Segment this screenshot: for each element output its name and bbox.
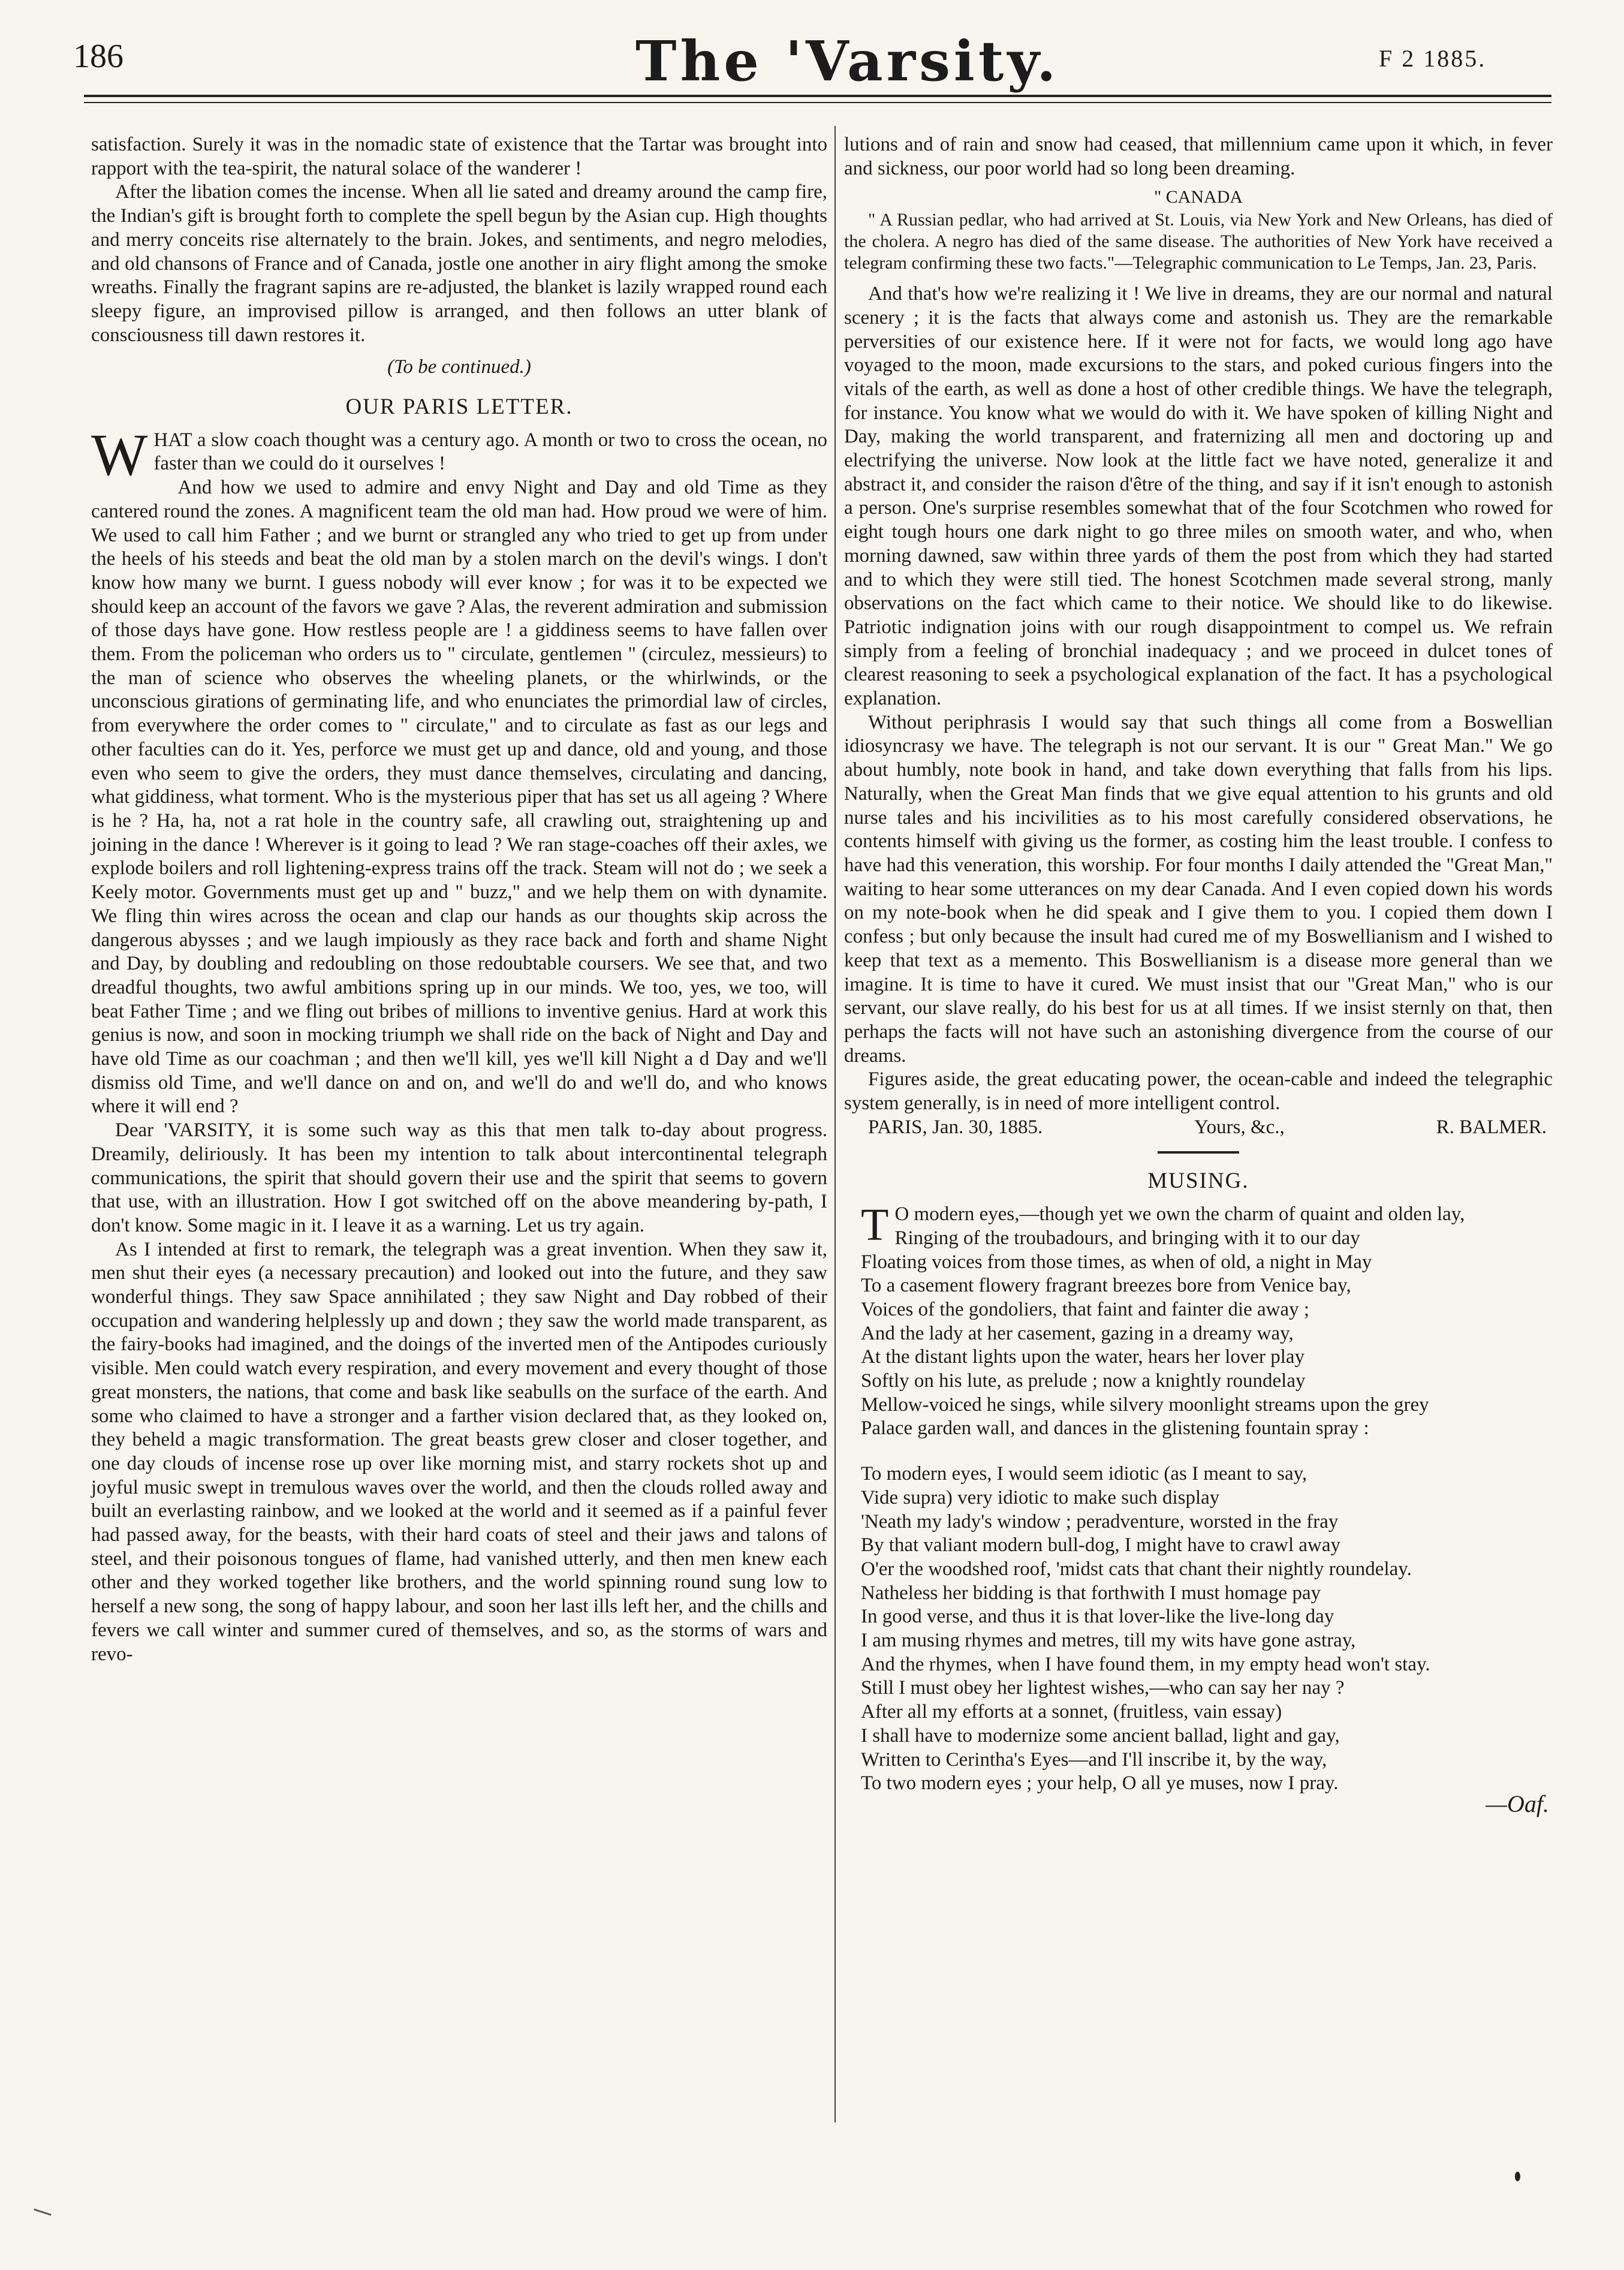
intro-paragraph: satisfaction. Surely it was in the nomadic state of existence that the Tartar was brought into rapport with the tea-spirit, the natural solace of the wanderer ! xyxy=(91,134,827,179)
poem-line: To a casement flowery fragrant breezes bore from Venice bay, xyxy=(861,1275,1351,1297)
poem-line: Softly on his lute, as prelude ; now a knightly roundelay xyxy=(861,1370,1306,1392)
poem-line: I am musing rhymes and metres, till my wits have gone astray, xyxy=(861,1630,1356,1652)
poem-line: And the rhymes, when I have found them, in my empty head won't stay. xyxy=(861,1653,1430,1675)
article-continuation: lutions and of rain and snow had ceased, that millennium came upon it which, in fever and sickness, our poor world had so long been dreaming. xyxy=(844,134,1553,179)
poem-line: Still I must obey her lightest wishes,—who can say her nay ? xyxy=(861,1677,1345,1699)
poem-stanza xyxy=(861,1462,1553,1796)
drop-cap: W xyxy=(91,421,148,488)
poem xyxy=(861,1200,1553,1817)
place-date: PARIS, Jan. 30, 1885. xyxy=(868,1116,1043,1138)
page-number: 186 xyxy=(73,38,123,75)
letter-signoff xyxy=(844,1116,1553,1140)
left-column xyxy=(91,133,827,1666)
article-paragraph: Without periphrasis I would say that such things all come from a Boswellian idiosyncrasy we have. The telegraph is not our servant. It is our " Great Man." We go about humbly, note book in hand, and take down everything that falls from his lips. Naturally, when the Great Man finds that we give equal attention to his grunts and old nurse tales and his incivilities as to his most carefully considered observations, he contents himself with giving us the former, as costing him the least trouble. I confess to have had this veneration, this worship. For four months I daily attended the "Great Man," waiting to hear some utterances on my dear Canada. And I even copied down his words on my note-book when he did speak and I give them to you. I copied them down I confess ; but only because the insult had cured me of my Boswellianism and I wished to keep that text as a memento. This Boswellianism is a disease more general than we imagine. It is time to have it cured. We must insist that our "Great Man," who is our servant, our slave really, do his best for us at all times. If we insist sternly on that, then perhaps the facts will not have such an astonishing divergence from the course of our dreams. xyxy=(844,711,1553,1067)
poem-line: To two modern eyes ; your help, O all ye muses, now I pray. xyxy=(861,1772,1339,1795)
poem-line: Mellow-voiced he sings, while silvery moonlight streams upon the grey xyxy=(861,1393,1429,1416)
poem-line: By that valiant modern bull-dog, I might have to crawl away xyxy=(861,1534,1341,1557)
article-heading: OUR PARIS LETTER. xyxy=(345,395,573,420)
poem-line: O'er the woodshed roof, 'midst cats that chant their nightly roundelay. xyxy=(861,1558,1412,1580)
poem-line: Palace garden wall, and dances in the glistening fountain spray : xyxy=(861,1417,1369,1440)
telegram-quote: " A Russian pedlar, who had arrived at St. Louis, via New York and New Orleans, has died of the cholera. A negro has died of the same disease. The authorities of New York have received a telegram confirming these two facts."—Telegraphic communication to Le Temps, Jan. 23, Paris. xyxy=(844,210,1553,273)
header-rule-thin xyxy=(84,102,1551,103)
right-column xyxy=(844,133,1553,1816)
ink-spot xyxy=(1515,2172,1520,2181)
poem-heading: MUSING. xyxy=(1147,1169,1249,1194)
quote-title: " CANADA xyxy=(1153,187,1243,207)
poem-line: To modern eyes, I would seem idiotic (as I meant to say, xyxy=(861,1463,1307,1485)
issue-date: F 2 1885. xyxy=(1379,45,1487,72)
article-paragraph: Dear 'VARSITY, it is some such way as this that men talk to-day about progress. Dreamily, deliriously. It has been my intention to talk about intercontinental telegraph communications, the spirit that should govern their use and the spirit that seems to govern that use, with an illustration. How I got switched off on the above meandering by-path, I don't know. Some magic in it. I leave it as a warning. Let us try again. xyxy=(91,1119,827,1236)
poem-line: At the distant lights upon the water, hears her lover play xyxy=(861,1346,1305,1368)
poem-line: O modern eyes,—though yet we own the charm of quaint and olden lay, xyxy=(894,1203,1465,1226)
poem-line: Vide supra) very idiotic to make such display xyxy=(861,1486,1220,1509)
poem-line: After all my efforts at a sonnet, (fruitless, vain essay) xyxy=(861,1701,1282,1723)
poem-line: Natheless her bidding is that forthwith I must homage pay xyxy=(861,1582,1321,1604)
poem-line: I shall have to modernize some ancient ballad, light and gay, xyxy=(861,1724,1340,1747)
poem-signature: —Oaf. xyxy=(1486,1790,1549,1817)
article-paragraph: And that's how we're realizing it ! We live in dreams, they are our normal and natural scenery ; it is the facts that always come and astonish us. They are the remarkable perversities of our existence here. If it were not for facts, we would long ago have voyaged to the moon, made excursions to the stars, and poked curious fingers into the vitals of the earth, as well as done a host of other credible things. We have the telegraph, for instance. You know what we would do with it. We have spoken of killing Night and Day, making the world transparent, and fraternizing all men and doctoring up and electrifying the universe. Now look at the little fact we have noted, generalize it and abstract it, and consider the raison d'être of the thing, and say if it isn't enough to astonish a person. One's surprise resembles somewhat that of the four Scotchmen who rowed for eight tough hours one dark night to go three miles on smooth water, and who, when morning dawned, saw within three yards of them the post from which they had started and to which they were still tied. The honest Scotchmen made several strong, manly observations on the fact which came to their notice. We should like to do likewise. Patriotic indignation joins with our rough disappointment to compel us. We refrain simply from a feeling of bronchial inadequacy ; and we proceed in dulcet tones of clearest reasoning to seek a psychological explanation of the fact. It has a psychological explanation. xyxy=(844,283,1553,710)
poem-line: Voices of the gondoliers, that faint and fainter die away ; xyxy=(861,1298,1310,1320)
article-paragraph xyxy=(91,421,827,488)
poem-line: Written to Cerintha's Eyes—and I'll inscribe it, by the way, xyxy=(861,1748,1327,1771)
poem-line: Ringing of the troubadours, and bringing with it to our day xyxy=(894,1227,1360,1249)
poem-drop-cap: T xyxy=(861,1200,889,1251)
continued-note: (To be continued.) xyxy=(387,356,531,378)
column-divider xyxy=(834,126,836,2123)
masthead-title: The 'Varsity. xyxy=(635,29,1060,94)
article-paragraph: And how we used to admire and envy Night and Day and old Time as they cantered round the zones. A magnificent team the old man had. How proud we were of him. We used to call him Father ; and we burnt or strangled any who tried to get up from under the heels of his steeds and beat the old man by a stolen march on the devil's wings. I don't know how many we burnt. I guess nobody will ever know ; for was it to be expected we should keep an account of the favors we gave ? Alas, the reverent admiration and submission of those days have gone. How restless people are ! a giddiness seems to have fallen over them. From the policeman who orders us to " circulate, gentlemen " (circulez, messieurs) to the man of science who observes the wheeling planets, or the whirlwinds, or the unconscious girations of germinating life, and who enunciates the primordial law of circles, from everywhere the order comes to " circulate," and to circulate as fast as our legs and other faculties can do it. Yes, perforce we must get up and dance, old and young, and those even who seem to give the orders, they must dance themselves, circulating and dancing, what giddiness, what torment. Who is the mysterious piper that has set us all ageing ? Where is he ? Ha, ha, not a rat hole in the country safe, all crawling out, straightening up and joining in the dance ! Wherever is it going to lead ? We ran stage-coaches off their axles, we explode boilers and roll lightening-express trains off the track. Steam will not do ; we seek a Keely motor. Governments must get up and " buzz," and we help them on with dynamite. We fling thin wires across the ocean and clap our hands as our thoughts skip across the dangerous abysses ; and we laugh impiously as they race back and forth and shame Night and Day, by doubling and redoubling on those redoubtable coursers. We see that, and two dreadful thoughts, two awful ambitions spring up in our minds. We too, yes, we too, will beat Father Time ; and we fling out bribes of millions to inventive genius. Hard at work this genius is now, and soon in mocking triumph we shall ride on the back of Night and Day and have old Time as our coachman ; and then we'll kill, yes we'll kill Night a d Day and we'll dismiss old Time, and we'll dance on and on, and we'll do and we'll do, and who knows where it will end ? xyxy=(91,477,827,1118)
poem-line: Floating voices from those times, as when of old, a night in May xyxy=(861,1251,1372,1273)
margin-mark xyxy=(34,2208,51,2215)
section-divider xyxy=(1158,1151,1239,1154)
article-paragraph: Figures aside, the great educating power, the ocean-cable and indeed the telegraphic system generally, is in need of more intelligent control. xyxy=(844,1068,1553,1115)
yours: Yours, &c., xyxy=(1194,1116,1285,1138)
poem-stanza xyxy=(861,1227,1553,1441)
poem-line: And the lady at her casement, gazing in a dreamy way, xyxy=(861,1322,1294,1344)
stanza-gap xyxy=(861,1441,1553,1462)
author-name: R. BALMER. xyxy=(1436,1116,1547,1138)
intro-paragraph: After the libation comes the incense. When all lie sated and dreamy around the camp fire, the Indian's gift is brought forth to complete the spell begun by the Asian cup. High thoughts and merry conceits rise alternately to the brain. Jokes, and sentiments, and negro melodies, and old chansons of France and of Canada, jostle one another in airy flight among the smoke wreaths. Finally the fragrant sapins are re-adjusted, the blanket is lazily wrapped round each sleepy figure, an improvised pillow is arranged, and then follows an utter blank of consciousness till dawn restores it. xyxy=(91,181,827,346)
article-paragraph: As I intended at first to remark, the telegraph was a great invention. When they saw it, men shut their eyes (a necessary precaution) and looked out into the future, and they saw wonderful things. They saw Space annihilated ; they saw Night and Day robbed of their occupation and wandering helplessly up and down ; they saw the world made transparent, as the fairy-books had imagined, and the doings of the inverted men of the Antipodes curiously visible. Men could watch every respiration, and every movement and every thought of those great monsters, the nations, that come and bask like seabulls on the surface of the earth. And some who claimed to have a stronger and a farther vision declared that, as they looked on, they beheld a magic transformation. The great beasts grew closer and closer together, and one day clouds of incense rose up over like morning mist, and starry rockets shot up and joyful music swept in tremulous waves over the world, and then the clouds rolled away and built an everlasting rainbow, and we looked at the world and it seemed as if a painful fever had passed away, for the beasts, with their hard coats of steel and their jaws and talons of steel, and their poisonous tongues of flame, had vanished utterly, and then men knew each other and they worked together like brothers, and the world spinning round sung low to herself a new song, the song of happy labour, and soon her last ills left her, and the chills and fevers we call winter and summer cured of themselves, and so, as the storms of wars and revo- xyxy=(91,1238,827,1665)
poem-line: In good verse, and thus it is that lover-like the live-long day xyxy=(861,1606,1334,1628)
poem-line: 'Neath my lady's window ; peradventure, worsted in the fray xyxy=(861,1510,1339,1533)
article-first-text: HAT a slow coach thought was a century ago. A month or two to cross the ocean, no faster than we could do it ourselves ! xyxy=(153,429,827,475)
header-rule xyxy=(84,95,1551,97)
